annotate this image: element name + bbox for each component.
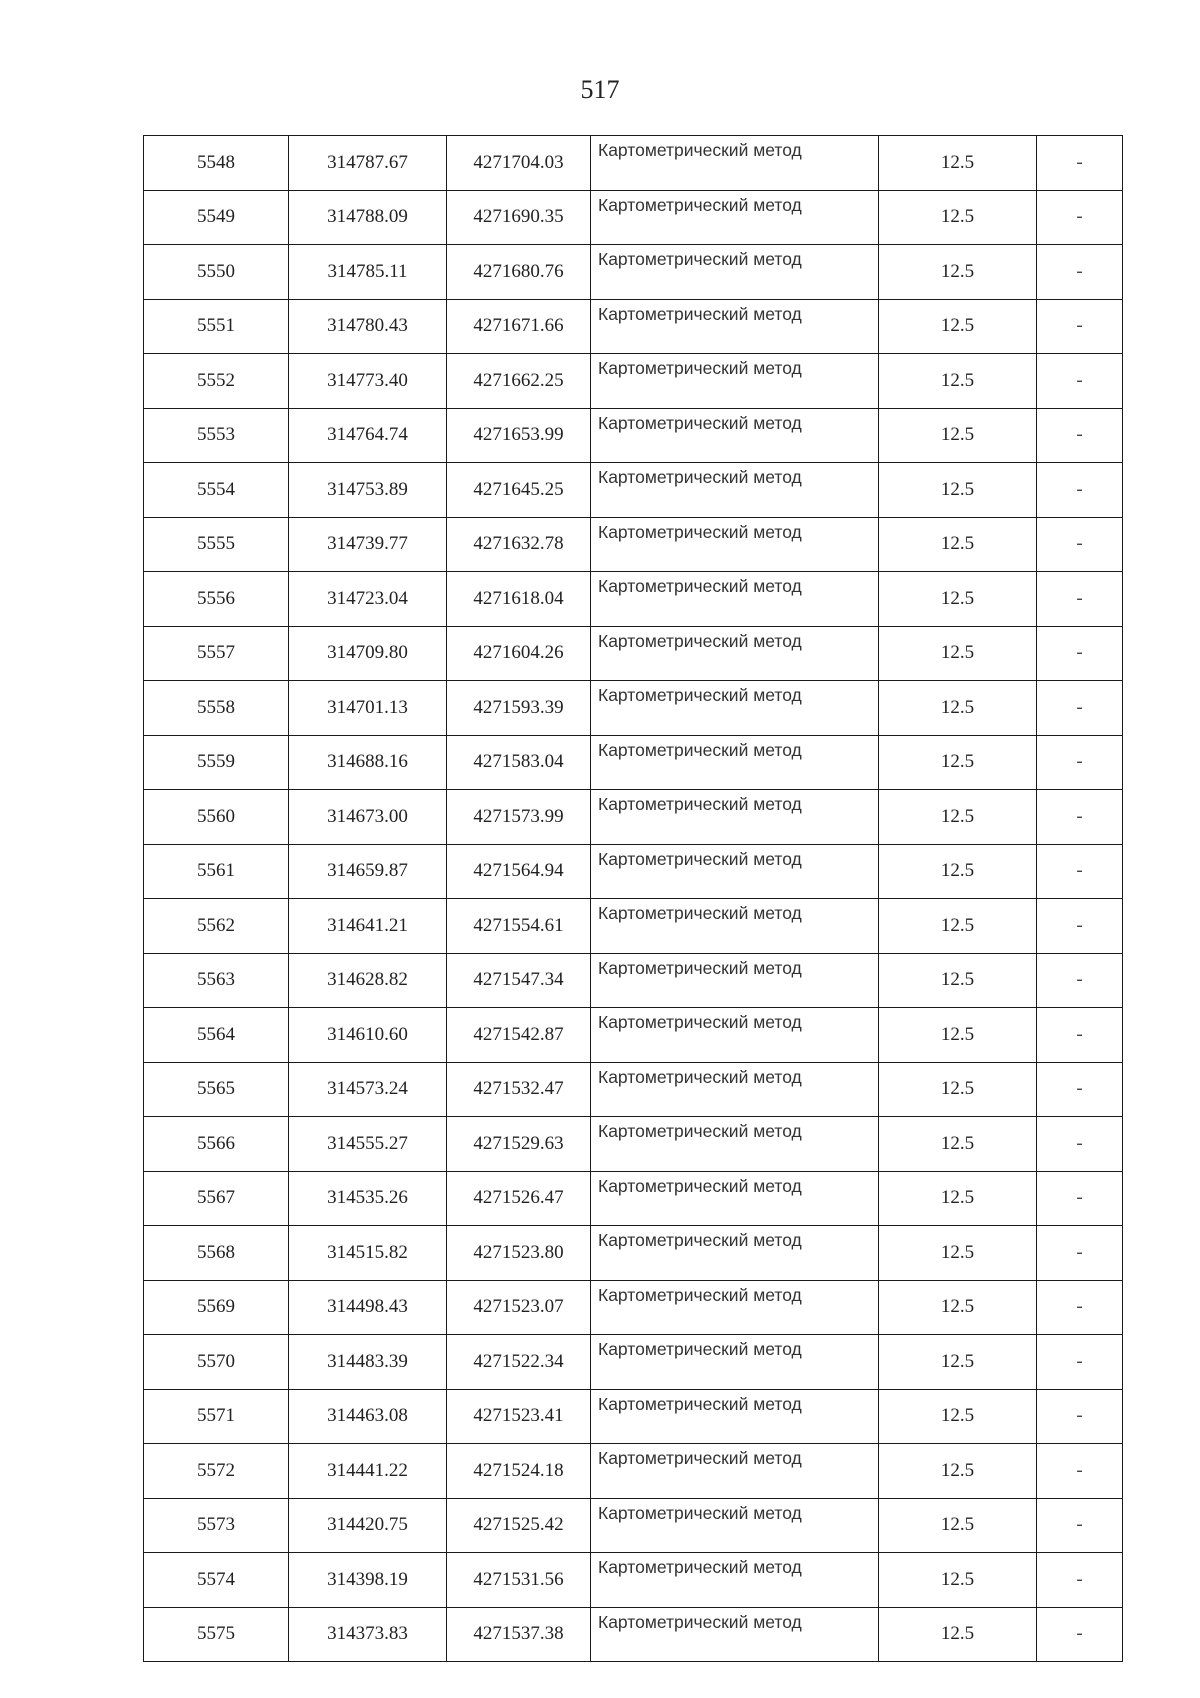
table-row	[144, 190, 1123, 245]
coordinates-table-body	[144, 136, 1123, 1662]
note-cell: -	[1037, 1553, 1123, 1608]
table-row	[144, 517, 1123, 572]
method-cell: Картометрический метод	[591, 408, 879, 463]
x-coordinate-cell: 314398.19	[289, 1553, 447, 1608]
accuracy-cell: 12.5	[879, 354, 1037, 409]
method-cell: Картометрический метод	[591, 1226, 879, 1281]
method-cell: Картометрический метод	[591, 1117, 879, 1172]
x-coordinate-cell: 314555.27	[289, 1117, 447, 1172]
note-cell: -	[1037, 1607, 1123, 1662]
point-number-cell: 5555	[144, 517, 289, 572]
method-cell: Картометрический метод	[591, 1498, 879, 1553]
point-number-cell: 5561	[144, 844, 289, 899]
table-row	[144, 899, 1123, 954]
method-cell: Картометрический метод	[591, 1171, 879, 1226]
method-cell: Картометрический метод	[591, 681, 879, 736]
method-cell: Картометрический метод	[591, 735, 879, 790]
table-row	[144, 136, 1123, 191]
x-coordinate-cell: 314780.43	[289, 299, 447, 354]
method-cell: Картометрический метод	[591, 136, 879, 191]
accuracy-cell: 12.5	[879, 299, 1037, 354]
x-coordinate-cell: 314628.82	[289, 953, 447, 1008]
x-coordinate-cell: 314573.24	[289, 1062, 447, 1117]
point-number-cell: 5572	[144, 1444, 289, 1499]
note-cell: -	[1037, 245, 1123, 300]
method-cell: Картометрический метод	[591, 1607, 879, 1662]
method-cell: Картометрический метод	[591, 572, 879, 627]
y-coordinate-cell: 4271524.18	[447, 1444, 591, 1499]
table-row	[144, 1553, 1123, 1608]
point-number-cell: 5550	[144, 245, 289, 300]
y-coordinate-cell: 4271523.80	[447, 1226, 591, 1281]
x-coordinate-cell: 314788.09	[289, 190, 447, 245]
note-cell: -	[1037, 735, 1123, 790]
y-coordinate-cell: 4271704.03	[447, 136, 591, 191]
note-cell: -	[1037, 1226, 1123, 1281]
method-cell: Картометрический метод	[591, 1389, 879, 1444]
x-coordinate-cell: 314535.26	[289, 1171, 447, 1226]
method-cell: Картометрический метод	[591, 354, 879, 409]
point-number-cell: 5575	[144, 1607, 289, 1662]
point-number-cell: 5549	[144, 190, 289, 245]
method-cell: Картометрический метод	[591, 463, 879, 518]
y-coordinate-cell: 4271564.94	[447, 844, 591, 899]
point-number-cell: 5556	[144, 572, 289, 627]
table-row	[144, 681, 1123, 736]
accuracy-cell: 12.5	[879, 1389, 1037, 1444]
point-number-cell: 5569	[144, 1280, 289, 1335]
y-coordinate-cell: 4271532.47	[447, 1062, 591, 1117]
accuracy-cell: 12.5	[879, 735, 1037, 790]
note-cell: -	[1037, 953, 1123, 1008]
table-row	[144, 1117, 1123, 1172]
point-number-cell: 5554	[144, 463, 289, 518]
y-coordinate-cell: 4271645.25	[447, 463, 591, 518]
note-cell: -	[1037, 1117, 1123, 1172]
note-cell: -	[1037, 1280, 1123, 1335]
x-coordinate-cell: 314610.60	[289, 1008, 447, 1063]
note-cell: -	[1037, 844, 1123, 899]
table-row	[144, 1226, 1123, 1281]
y-coordinate-cell: 4271537.38	[447, 1607, 591, 1662]
point-number-cell: 5568	[144, 1226, 289, 1281]
y-coordinate-cell: 4271526.47	[447, 1171, 591, 1226]
table-row	[144, 626, 1123, 681]
accuracy-cell: 12.5	[879, 1226, 1037, 1281]
table-row	[144, 735, 1123, 790]
x-coordinate-cell: 314641.21	[289, 899, 447, 954]
accuracy-cell: 12.5	[879, 1171, 1037, 1226]
note-cell: -	[1037, 517, 1123, 572]
y-coordinate-cell: 4271583.04	[447, 735, 591, 790]
accuracy-cell: 12.5	[879, 1008, 1037, 1063]
point-number-cell: 5571	[144, 1389, 289, 1444]
table-row	[144, 1280, 1123, 1335]
x-coordinate-cell: 314739.77	[289, 517, 447, 572]
point-number-cell: 5573	[144, 1498, 289, 1553]
x-coordinate-cell: 314515.82	[289, 1226, 447, 1281]
x-coordinate-cell: 314483.39	[289, 1335, 447, 1390]
x-coordinate-cell: 314773.40	[289, 354, 447, 409]
y-coordinate-cell: 4271525.42	[447, 1498, 591, 1553]
note-cell: -	[1037, 463, 1123, 518]
x-coordinate-cell: 314709.80	[289, 626, 447, 681]
page-number: 517	[580, 75, 620, 104]
x-coordinate-cell: 314373.83	[289, 1607, 447, 1662]
y-coordinate-cell: 4271523.41	[447, 1389, 591, 1444]
coordinates-table	[143, 135, 1123, 1662]
note-cell: -	[1037, 1008, 1123, 1063]
accuracy-cell: 12.5	[879, 1444, 1037, 1499]
table-row	[144, 1008, 1123, 1063]
point-number-cell: 5574	[144, 1553, 289, 1608]
method-cell: Картометрический метод	[591, 790, 879, 845]
note-cell: -	[1037, 626, 1123, 681]
point-number-cell: 5559	[144, 735, 289, 790]
point-number-cell: 5558	[144, 681, 289, 736]
point-number-cell: 5566	[144, 1117, 289, 1172]
point-number-cell: 5564	[144, 1008, 289, 1063]
accuracy-cell: 12.5	[879, 953, 1037, 1008]
y-coordinate-cell: 4271531.56	[447, 1553, 591, 1608]
table-row	[144, 953, 1123, 1008]
method-cell: Картометрический метод	[591, 1553, 879, 1608]
table-row	[144, 572, 1123, 627]
method-cell: Картометрический метод	[591, 626, 879, 681]
table-row	[144, 245, 1123, 300]
accuracy-cell: 12.5	[879, 626, 1037, 681]
note-cell: -	[1037, 681, 1123, 736]
accuracy-cell: 12.5	[879, 1553, 1037, 1608]
method-cell: Картометрический метод	[591, 1444, 879, 1499]
point-number-cell: 5552	[144, 354, 289, 409]
method-cell: Картометрический метод	[591, 1280, 879, 1335]
table-row	[144, 1607, 1123, 1662]
point-number-cell: 5570	[144, 1335, 289, 1390]
y-coordinate-cell: 4271618.04	[447, 572, 591, 627]
method-cell: Картометрический метод	[591, 1062, 879, 1117]
table-row	[144, 408, 1123, 463]
table-row	[144, 1062, 1123, 1117]
y-coordinate-cell: 4271554.61	[447, 899, 591, 954]
accuracy-cell: 12.5	[879, 190, 1037, 245]
accuracy-cell: 12.5	[879, 408, 1037, 463]
accuracy-cell: 12.5	[879, 245, 1037, 300]
accuracy-cell: 12.5	[879, 790, 1037, 845]
table-row	[144, 463, 1123, 518]
point-number-cell: 5553	[144, 408, 289, 463]
note-cell: -	[1037, 899, 1123, 954]
x-coordinate-cell: 314659.87	[289, 844, 447, 899]
y-coordinate-cell: 4271680.76	[447, 245, 591, 300]
point-number-cell: 5562	[144, 899, 289, 954]
point-number-cell: 5548	[144, 136, 289, 191]
note-cell: -	[1037, 790, 1123, 845]
method-cell: Картометрический метод	[591, 517, 879, 572]
note-cell: -	[1037, 1444, 1123, 1499]
table-row	[144, 1335, 1123, 1390]
accuracy-cell: 12.5	[879, 899, 1037, 954]
method-cell: Картометрический метод	[591, 299, 879, 354]
table-row	[144, 790, 1123, 845]
method-cell: Картометрический метод	[591, 245, 879, 300]
point-number-cell: 5565	[144, 1062, 289, 1117]
note-cell: -	[1037, 190, 1123, 245]
method-cell: Картометрический метод	[591, 844, 879, 899]
table-row	[144, 1444, 1123, 1499]
method-cell: Картометрический метод	[591, 1008, 879, 1063]
table-row	[144, 1389, 1123, 1444]
y-coordinate-cell: 4271604.26	[447, 626, 591, 681]
table-row	[144, 1171, 1123, 1226]
y-coordinate-cell: 4271690.35	[447, 190, 591, 245]
point-number-cell: 5557	[144, 626, 289, 681]
accuracy-cell: 12.5	[879, 681, 1037, 736]
note-cell: -	[1037, 1171, 1123, 1226]
x-coordinate-cell: 314420.75	[289, 1498, 447, 1553]
accuracy-cell: 12.5	[879, 1335, 1037, 1390]
x-coordinate-cell: 314673.00	[289, 790, 447, 845]
accuracy-cell: 12.5	[879, 517, 1037, 572]
method-cell: Картометрический метод	[591, 899, 879, 954]
x-coordinate-cell: 314463.08	[289, 1389, 447, 1444]
accuracy-cell: 12.5	[879, 1498, 1037, 1553]
table-row	[144, 844, 1123, 899]
method-cell: Картометрический метод	[591, 953, 879, 1008]
y-coordinate-cell: 4271542.87	[447, 1008, 591, 1063]
table-row	[144, 1498, 1123, 1553]
y-coordinate-cell: 4271573.99	[447, 790, 591, 845]
note-cell: -	[1037, 354, 1123, 409]
y-coordinate-cell: 4271522.34	[447, 1335, 591, 1390]
y-coordinate-cell: 4271662.25	[447, 354, 591, 409]
x-coordinate-cell: 314753.89	[289, 463, 447, 518]
note-cell: -	[1037, 572, 1123, 627]
note-cell: -	[1037, 1498, 1123, 1553]
accuracy-cell: 12.5	[879, 1607, 1037, 1662]
y-coordinate-cell: 4271547.34	[447, 953, 591, 1008]
note-cell: -	[1037, 408, 1123, 463]
x-coordinate-cell: 314764.74	[289, 408, 447, 463]
x-coordinate-cell: 314787.67	[289, 136, 447, 191]
y-coordinate-cell: 4271593.39	[447, 681, 591, 736]
y-coordinate-cell: 4271523.07	[447, 1280, 591, 1335]
method-cell: Картометрический метод	[591, 1335, 879, 1390]
x-coordinate-cell: 314441.22	[289, 1444, 447, 1499]
note-cell: -	[1037, 1062, 1123, 1117]
point-number-cell: 5563	[144, 953, 289, 1008]
note-cell: -	[1037, 299, 1123, 354]
accuracy-cell: 12.5	[879, 572, 1037, 627]
x-coordinate-cell: 314701.13	[289, 681, 447, 736]
accuracy-cell: 12.5	[879, 1062, 1037, 1117]
x-coordinate-cell: 314785.11	[289, 245, 447, 300]
x-coordinate-cell: 314498.43	[289, 1280, 447, 1335]
note-cell: -	[1037, 1335, 1123, 1390]
table-row	[144, 299, 1123, 354]
accuracy-cell: 12.5	[879, 136, 1037, 191]
accuracy-cell: 12.5	[879, 844, 1037, 899]
y-coordinate-cell: 4271632.78	[447, 517, 591, 572]
method-cell: Картометрический метод	[591, 190, 879, 245]
y-coordinate-cell: 4271671.66	[447, 299, 591, 354]
y-coordinate-cell: 4271529.63	[447, 1117, 591, 1172]
accuracy-cell: 12.5	[879, 463, 1037, 518]
x-coordinate-cell: 314723.04	[289, 572, 447, 627]
point-number-cell: 5560	[144, 790, 289, 845]
table-row	[144, 354, 1123, 409]
note-cell: -	[1037, 136, 1123, 191]
accuracy-cell: 12.5	[879, 1280, 1037, 1335]
accuracy-cell: 12.5	[879, 1117, 1037, 1172]
point-number-cell: 5551	[144, 299, 289, 354]
y-coordinate-cell: 4271653.99	[447, 408, 591, 463]
point-number-cell: 5567	[144, 1171, 289, 1226]
x-coordinate-cell: 314688.16	[289, 735, 447, 790]
note-cell: -	[1037, 1389, 1123, 1444]
